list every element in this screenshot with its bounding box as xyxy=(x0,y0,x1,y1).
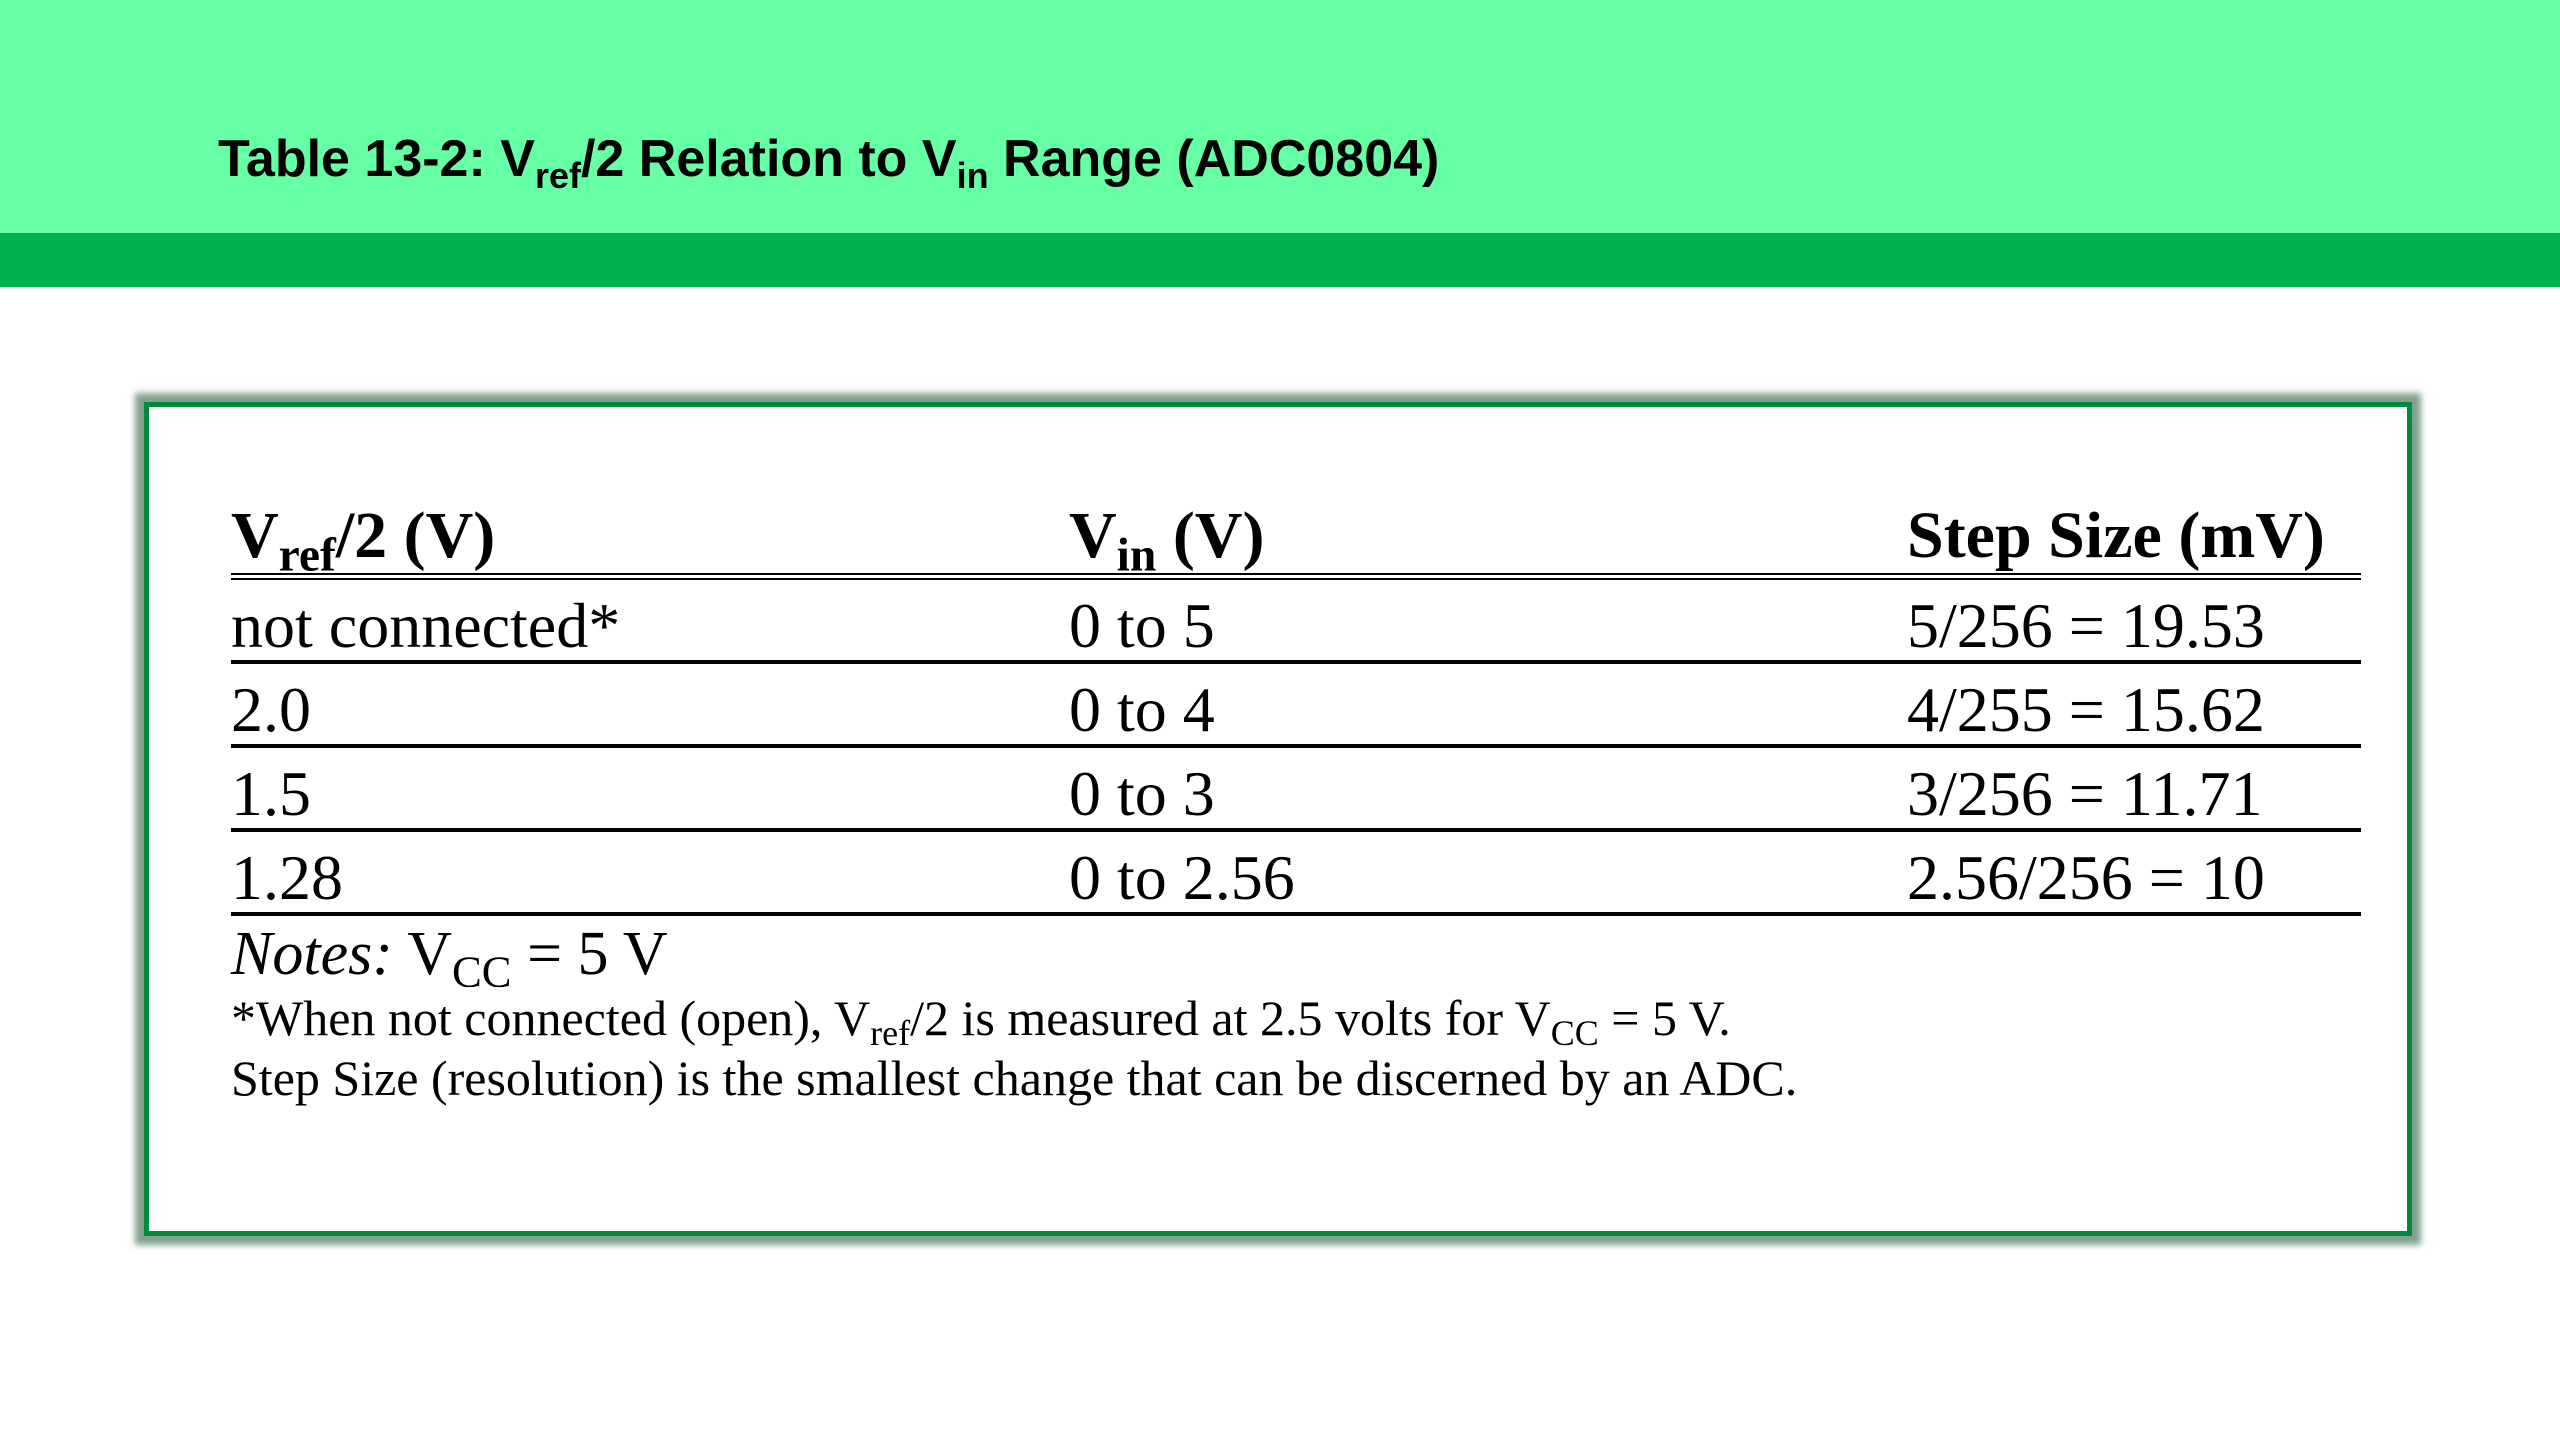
note-step-size: Step Size (resolution) is the smallest change that can be discerned by an ADC. xyxy=(231,1050,1798,1107)
cell-step-size: 2.56/256 = 10 xyxy=(1907,842,2265,913)
header-step-size: Step Size (mV) xyxy=(1907,499,2325,572)
note-vcc: Notes: $V_{CC} = 5$ V xyxy=(231,920,668,997)
cell-vin: 0 to 3 xyxy=(1069,758,1215,829)
cell-vref: 1.5 xyxy=(231,758,311,829)
cell-vref: not connected* xyxy=(231,590,621,661)
cell-vref: 1.28 xyxy=(231,842,343,913)
slide-title: Table 13-2: $V_{ref}/2$ Relation to $V_{in}$ Range (ADC0804) xyxy=(218,130,1440,196)
data-table xyxy=(231,496,2361,916)
header-accent-bar xyxy=(0,233,2560,287)
table-notes xyxy=(231,920,2361,1108)
header-band xyxy=(0,0,2560,233)
cell-step-size: 4/255 = 15.62 xyxy=(1907,674,2265,745)
cell-vref: 2.0 xyxy=(231,674,311,745)
table-header-row xyxy=(231,496,2361,580)
cell-vin: 0 to 4 xyxy=(1069,674,1215,745)
header-vin: $V_{in}$ (V) xyxy=(1069,499,1265,582)
header-vref: $V_{ref}/2$ (V) xyxy=(231,499,496,582)
cell-step-size: 5/256 = 19.53 xyxy=(1907,590,2265,661)
table-row xyxy=(231,580,2361,664)
note-not-connected: *When not connected (open), $V_{ref}/2$ is measured at 2.5 volts for $V_{CC} = 5$ V. xyxy=(231,990,1731,1054)
table-row xyxy=(231,748,2361,832)
cell-vin: 0 to 2.56 xyxy=(1069,842,1295,913)
cell-vin: 0 to 5 xyxy=(1069,590,1215,661)
cell-step-size: 3/256 = 11.71 xyxy=(1907,758,2263,829)
table-row xyxy=(231,832,2361,916)
table-row xyxy=(231,664,2361,748)
